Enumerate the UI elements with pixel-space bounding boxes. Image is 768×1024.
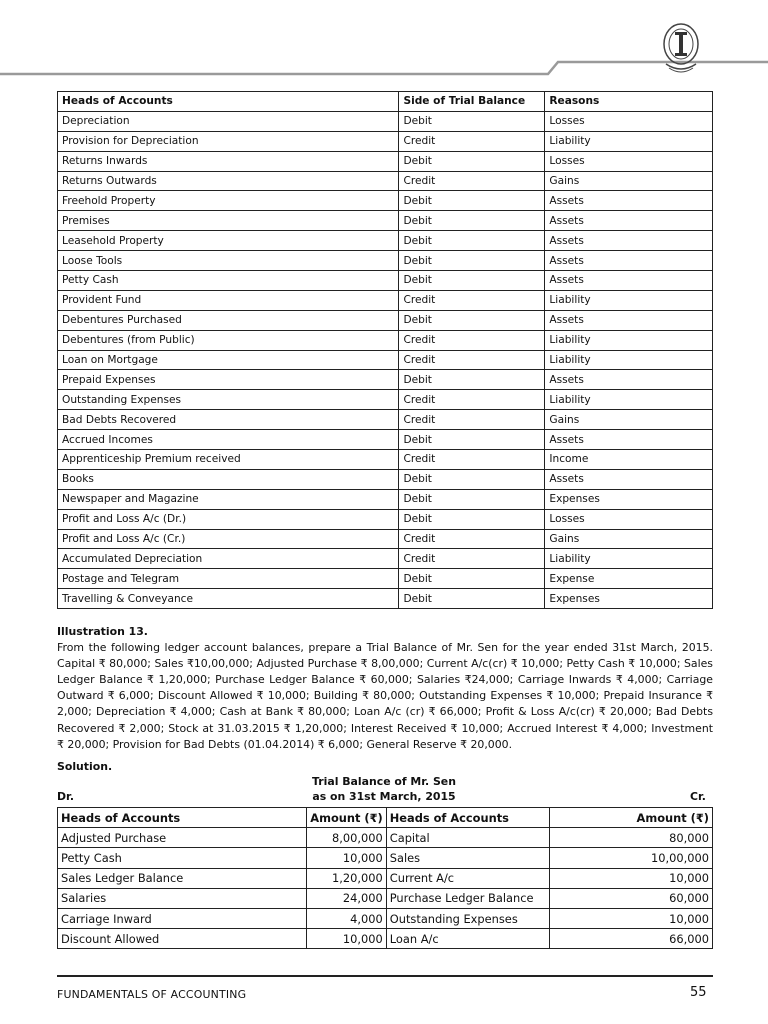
table-row — [58, 231, 713, 251]
trial-balance-table — [57, 807, 713, 949]
table-cell: Assets — [545, 251, 713, 271]
table-row — [58, 370, 713, 390]
solution-label: Solution. — [57, 760, 113, 773]
table-cell: Debit — [399, 509, 545, 529]
table-cell: Liability — [545, 330, 713, 350]
table-cell: Liability — [545, 390, 713, 410]
table-cell: Travelling & Conveyance — [58, 589, 399, 609]
table-cell: Carriage Inward — [58, 908, 307, 928]
table-cell: Current A/c — [386, 868, 549, 888]
table-cell: Debit — [399, 370, 545, 390]
table-cell: Debit — [399, 589, 545, 609]
column-header: Amount (₹) — [550, 808, 713, 828]
table-cell: Newspaper and Magazine — [58, 489, 399, 509]
table-row — [58, 390, 713, 410]
table-cell: Assets — [545, 469, 713, 489]
table-row — [58, 549, 713, 569]
table-cell: 10,000 — [307, 848, 386, 868]
table-row — [58, 529, 713, 549]
table-row — [58, 848, 713, 868]
table-cell: Provident Fund — [58, 290, 399, 310]
table-cell: Discount Allowed — [58, 929, 307, 949]
table-row — [58, 589, 713, 609]
table-cell: Income — [545, 450, 713, 470]
table-cell: Returns Outwards — [58, 171, 399, 191]
table-cell: Debit — [399, 251, 545, 271]
table-cell: 10,00,000 — [550, 848, 713, 868]
table-cell: 10,000 — [550, 868, 713, 888]
table-cell: Debit — [399, 430, 545, 450]
table-cell: 1,20,000 — [307, 868, 386, 888]
table-header-row — [58, 808, 713, 828]
column-header: Heads of Accounts — [386, 808, 549, 828]
table-row — [58, 211, 713, 231]
table-cell: Returns Inwards — [58, 151, 399, 171]
table-cell: Liability — [545, 350, 713, 370]
table-row — [58, 310, 713, 330]
table-cell: Debit — [399, 231, 545, 251]
table-row — [58, 290, 713, 310]
column-header: Amount (₹) — [307, 808, 386, 828]
table-cell: Gains — [545, 410, 713, 430]
table-cell: Sales — [386, 848, 549, 868]
table-cell: Credit — [399, 290, 545, 310]
table-row — [58, 929, 713, 949]
table-cell: Petty Cash — [58, 271, 399, 291]
table-cell: Losses — [545, 509, 713, 529]
table-cell: 10,000 — [307, 929, 386, 949]
table-cell: Debit — [399, 191, 545, 211]
table-cell: 60,000 — [550, 888, 713, 908]
classification-table — [57, 91, 713, 609]
header-rule — [0, 0, 768, 90]
table-cell: Accumulated Depreciation — [58, 549, 399, 569]
table-cell: Sales Ledger Balance — [58, 868, 307, 888]
table-row — [58, 430, 713, 450]
debit-label: Dr. — [57, 790, 74, 803]
table-cell: Credit — [399, 171, 545, 191]
credit-label: Cr. — [690, 790, 706, 803]
table-cell: Profit and Loss A/c (Cr.) — [58, 529, 399, 549]
illustration-block — [57, 624, 713, 753]
table-row — [58, 111, 713, 131]
table-cell: 24,000 — [307, 888, 386, 908]
table-row — [58, 350, 713, 370]
table-cell: Loan A/c — [386, 929, 549, 949]
trial-balance-title: Trial Balance of Mr. Sen — [312, 775, 456, 788]
table-cell: Loan on Mortgage — [58, 350, 399, 370]
table-cell: Provision for Depreciation — [58, 131, 399, 151]
table-cell: Purchase Ledger Balance — [386, 888, 549, 908]
column-header: Reasons — [545, 92, 713, 112]
table-cell: Bad Debts Recovered — [58, 410, 399, 430]
table-row — [58, 569, 713, 589]
table-cell: Losses — [545, 111, 713, 131]
table-row — [58, 330, 713, 350]
table-cell: Liability — [545, 290, 713, 310]
table-cell: 80,000 — [550, 828, 713, 848]
table-cell: Credit — [399, 529, 545, 549]
table-cell: Debentures Purchased — [58, 310, 399, 330]
table-cell: Debit — [399, 111, 545, 131]
table-cell: Loose Tools — [58, 251, 399, 271]
table-cell: Liability — [545, 131, 713, 151]
table-row — [58, 868, 713, 888]
table-cell: Premises — [58, 211, 399, 231]
table-row — [58, 450, 713, 470]
table-cell: Credit — [399, 350, 545, 370]
table-row — [58, 410, 713, 430]
table-cell: 10,000 — [550, 908, 713, 928]
illustration-heading: Illustration 13. — [57, 625, 148, 638]
table-cell: Profit and Loss A/c (Dr.) — [58, 509, 399, 529]
table-cell: Expense — [545, 569, 713, 589]
footer-rule — [57, 975, 713, 977]
table-cell: Losses — [545, 151, 713, 171]
table-cell: Postage and Telegram — [58, 569, 399, 589]
table-cell: Gains — [545, 171, 713, 191]
table-cell: Credit — [399, 131, 545, 151]
table-row — [58, 469, 713, 489]
table-cell: Adjusted Purchase — [58, 828, 307, 848]
table-cell: Expenses — [545, 589, 713, 609]
table-cell: Assets — [545, 211, 713, 231]
table-row — [58, 131, 713, 151]
table-cell: Assets — [545, 310, 713, 330]
table-cell: Petty Cash — [58, 848, 307, 868]
table-cell: 8,00,000 — [307, 828, 386, 848]
table-cell: Assets — [545, 370, 713, 390]
table-cell: Debit — [399, 310, 545, 330]
table-cell: Gains — [545, 529, 713, 549]
table-cell: Debit — [399, 569, 545, 589]
page-number: 55 — [690, 985, 707, 1000]
table-cell: Outstanding Expenses — [58, 390, 399, 410]
table-cell: Assets — [545, 271, 713, 291]
table-cell: Debit — [399, 469, 545, 489]
table-cell: Outstanding Expenses — [386, 908, 549, 928]
table-cell: Liability — [545, 549, 713, 569]
table-cell: Assets — [545, 430, 713, 450]
table-cell: Books — [58, 469, 399, 489]
table-cell: 66,000 — [550, 929, 713, 949]
table-cell: Salaries — [58, 888, 307, 908]
table-row — [58, 828, 713, 848]
table-cell: Credit — [399, 549, 545, 569]
table-cell: Accrued Incomes — [58, 430, 399, 450]
table-cell: Debit — [399, 489, 545, 509]
table-cell: Assets — [545, 231, 713, 251]
table-cell: Freehold Property — [58, 191, 399, 211]
table-header-row — [58, 92, 713, 112]
table-row — [58, 509, 713, 529]
table-row — [58, 908, 713, 928]
table-cell: Capital — [386, 828, 549, 848]
table-cell: Debit — [399, 211, 545, 231]
footer-title: FUNDAMENTALS OF ACCOUNTING — [57, 988, 247, 1001]
table-row — [58, 489, 713, 509]
table-cell: Credit — [399, 330, 545, 350]
table-cell: Leasehold Property — [58, 231, 399, 251]
column-header: Side of Trial Balance — [399, 92, 545, 112]
table-row — [58, 888, 713, 908]
institute-emblem-icon — [660, 20, 702, 78]
illustration-text: From the following ledger account balances, prepare a Trial Balance of Mr. Sen for the year ended 31st March, 2015. Capital ₹ 80,000; Sales ₹10,00,000; Adjusted Purchase ₹ 8,00,000; Current A/c(cr) ₹ 10,000; Petty Cash ₹ 10,000; Sales Ledger Balance ₹ 1,20,000; Purchase Ledger Balance ₹ 60,000; Salaries ₹24,000; Carriage Inwards ₹ 4,000; Carriage Outward ₹ 6,000; Discount Allowed ₹ 10,000; Building ₹ 80,000; Outstanding Expenses ₹ 10,000; Prepaid Insurance ₹ 2,000; Depreciation ₹ 4,000; Cash at Bank ₹ 80,000; Loan A/c (cr) ₹ 66,000; Profit & Loss A/c(cr) ₹ 20,000; Bad Debts Recovered ₹ 2,000; Stock at 31.03.2015 ₹ 1,20,000; Interest Received ₹ 10,000; Accrued Interest ₹ 4,000; Investment ₹ 20,000; Provision for Bad Debts (01.04.2014) ₹ 6,000; General Reserve ₹ 20,000. — [57, 641, 713, 751]
table-row — [58, 191, 713, 211]
table-cell: Credit — [399, 390, 545, 410]
table-cell: Expenses — [545, 489, 713, 509]
table-row — [58, 171, 713, 191]
table-cell: Assets — [545, 191, 713, 211]
table-row — [58, 251, 713, 271]
table-cell: 4,000 — [307, 908, 386, 928]
table-cell: Prepaid Expenses — [58, 370, 399, 390]
table-cell: Credit — [399, 450, 545, 470]
table-row — [58, 151, 713, 171]
table-cell: Apprenticeship Premium received — [58, 450, 399, 470]
table-cell: Debit — [399, 271, 545, 291]
table-cell: Depreciation — [58, 111, 399, 131]
trial-balance-date: as on 31st March, 2015 — [312, 790, 456, 803]
table-row — [58, 271, 713, 291]
table-cell: Debentures (from Public) — [58, 330, 399, 350]
table-cell: Credit — [399, 410, 545, 430]
column-header: Heads of Accounts — [58, 92, 399, 112]
table-cell: Debit — [399, 151, 545, 171]
column-header: Heads of Accounts — [58, 808, 307, 828]
